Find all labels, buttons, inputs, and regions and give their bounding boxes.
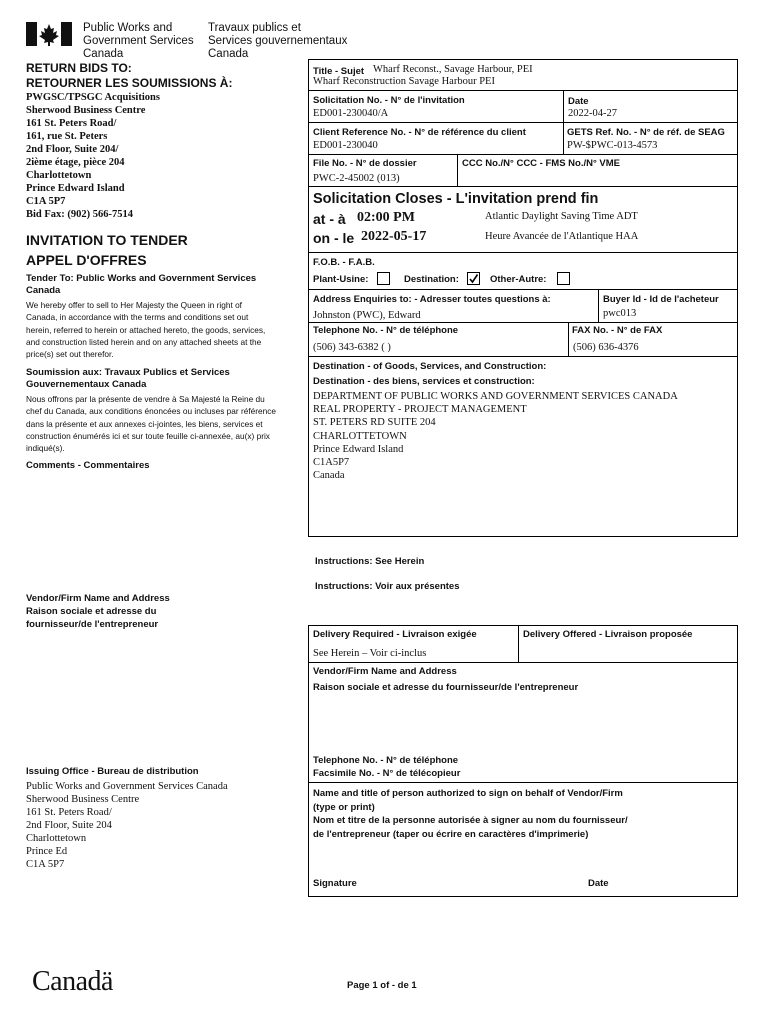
title-value-2: Wharf Reconstruction Savage Harbour PEI bbox=[313, 76, 495, 87]
address-enquiries-value: Johnston (PWC), Edward bbox=[313, 310, 421, 321]
ccc-no-label: CCC No./N° CCC - FMS No./N° VME bbox=[462, 158, 621, 169]
issuing-office-address: Public Works and Government Services Canada Sherwood Business Centre 161 St. Peters Road/ 2nd Floor, Suite 204 Charlottetown Prince Ed C1A 5P7 bbox=[26, 781, 228, 870]
destination-address: DEPARTMENT OF PUBLIC WORKS AND GOVERNMENT SERVICES CANADA REAL PROPERTY - PROJECT MANAGEMENT ST. PETERS RD SUITE 204 CHARLOTTETOWN Prince Edward Island C1A5P7 Canada bbox=[313, 391, 678, 482]
gets-ref-value: PW-$PWC-013-4573 bbox=[567, 140, 658, 151]
other-autre-label: Other-Autre: bbox=[490, 274, 547, 285]
client-ref-label: Client Reference No. - N° de référence du client bbox=[313, 127, 526, 138]
closing-date-value: 2022-05-17 bbox=[361, 229, 427, 244]
address-enquiries-label: Address Enquiries to: - Adresser toutes questions à: bbox=[313, 294, 551, 305]
issuing-office-label: Issuing Office - Bureau de distribution bbox=[26, 766, 199, 777]
department-name-fr: Travaux publics et Services gouvernementaux Canada bbox=[208, 22, 348, 60]
vendor-telephone-label: Telephone No. - N° de téléphone bbox=[313, 755, 459, 766]
fax-label: FAX No. - N° de FAX bbox=[572, 325, 663, 336]
solicitation-closes-heading: Solicitation Closes - L'invitation prend fin bbox=[313, 191, 599, 207]
title-label: Title - Sujet bbox=[313, 66, 365, 77]
file-no-label: File No. - N° de dossier bbox=[313, 158, 417, 169]
buyer-id-value: pwc013 bbox=[603, 308, 637, 319]
on-label: on - le bbox=[313, 230, 355, 246]
timezone-fr: Heure Avancée de l'Atlantique HAA bbox=[485, 231, 639, 242]
other-autre-checkbox[interactable] bbox=[557, 272, 570, 285]
soumission-heading: Soumission aux: Travaux Publics et Services Gouvernementaux Canada bbox=[26, 367, 230, 390]
delivery-offered-label: Delivery Offered - Livraison proposée bbox=[523, 629, 693, 640]
invitation-title-fr: APPEL D'OFFRES bbox=[26, 252, 147, 268]
vendor-name-address-field[interactable] bbox=[312, 696, 734, 754]
timezone-en: Atlantic Daylight Saving Time ADT bbox=[485, 211, 638, 222]
plant-usine-checkbox[interactable] bbox=[377, 272, 390, 285]
vendor-facsimile-label: Facsimile No. - N° de télécopieur bbox=[313, 768, 461, 779]
date-label: Date bbox=[568, 96, 589, 107]
solicitation-no-label: Solicitation No. - N° de l'invitation bbox=[313, 95, 465, 106]
destination-goods-label: Destination - of Goods, Services, and Construction: bbox=[313, 361, 547, 372]
return-bids-heading: RETURN BIDS TO: RETOURNER LES SOUMISSIONS À: bbox=[26, 61, 233, 90]
solicitation-no-value: ED001-230040/A bbox=[313, 108, 389, 119]
return-bids-address: PWGSC/TPSGC Acquisitions Sherwood Business Centre 161 St. Peters Road/ 161, rue St. Peters 2nd Floor, Suite 204/ 2ième étage, pièce 204 Charlottetown Prince Edward Island C1A 5P7 Bid Fax: (902) 566-7514 bbox=[26, 92, 160, 220]
instructions-en: Instructions: See Herein bbox=[315, 556, 425, 567]
canada-wordmark: Canadä bbox=[32, 966, 113, 997]
gets-ref-label: GETS Ref. No. - N° de réf. de SEAG bbox=[567, 127, 725, 138]
soumission-body: Nous offrons par la présente de vendre à Sa Majesté la Reine du chef du Canada, aux conditions énoncées ou incluses par référence dans la présente et aux annexes ci-jointes, les biens, services et construction énumérés ici et sur toute feuille ci-annexée, au(x) prix indiqué(s). bbox=[26, 394, 276, 454]
department-name-en: Public Works and Government Services Canada bbox=[83, 22, 194, 60]
fax-value: (506) 636-4376 bbox=[573, 342, 639, 353]
canada-flag-icon bbox=[26, 22, 72, 46]
vendor-name-address-label-fr: Raison sociale et adresse du fournisseur/de l'entrepreneur bbox=[313, 682, 579, 693]
invitation-title-en: INVITATION TO TENDER bbox=[26, 232, 188, 248]
destination-checkbox[interactable] bbox=[467, 272, 480, 285]
at-label: at - à bbox=[313, 211, 346, 227]
date-value: 2022-04-27 bbox=[568, 108, 617, 119]
fob-label: F.O.B. - F.A.B. bbox=[313, 257, 375, 268]
comments-label: Comments - Commentaires bbox=[26, 460, 150, 471]
plant-usine-label: Plant-Usine: bbox=[313, 274, 369, 285]
telephone-value: (506) 343-6382 ( ) bbox=[313, 342, 391, 353]
authorized-person-label: Name and title of person authorized to sign on behalf of Vendor/Firm (type or print) Nom et titre de la personne autorisée à signer au nom du fournisseur/ de l'entrepreneur (taper ou écrire en caractères d'imprimerie) bbox=[313, 788, 628, 840]
telephone-label: Telephone No. - N° de téléphone bbox=[313, 325, 459, 336]
page-number: Page 1 of - de 1 bbox=[347, 980, 417, 991]
buyer-id-label: Buyer Id - Id de l'acheteur bbox=[603, 294, 719, 305]
closing-time-value: 02:00 PM bbox=[357, 210, 415, 225]
delivery-required-value: See Herein – Voir ci-inclus bbox=[313, 648, 427, 659]
file-no-value: PWC-2-45002 (013) bbox=[313, 173, 400, 184]
destination-goods-label-fr: Destination - des biens, services et construction: bbox=[313, 376, 535, 387]
delivery-required-label: Delivery Required - Livraison exigée bbox=[313, 629, 477, 640]
signature-label: Signature bbox=[313, 878, 357, 889]
destination-label: Destination: bbox=[404, 274, 459, 285]
instructions-fr: Instructions: Voir aux présentes bbox=[315, 581, 460, 592]
tender-to-body: We hereby offer to sell to Her Majesty the Queen in right of Canada, in accordance with the terms and conditions set out herein, referred to herein or attached hereto, the goods, services, and construction listed herein and on any attached sheets at the price(s) set out therefor. bbox=[26, 300, 266, 360]
vendor-firm-label-left: Vendor/Firm Name and Address Raison sociale et adresse du fournisseur/de l'entrepreneur bbox=[26, 593, 170, 630]
checkmark-icon bbox=[468, 273, 479, 284]
vendor-name-address-label: Vendor/Firm Name and Address bbox=[313, 666, 457, 677]
title-value: Wharf Reconst., Savage Harbour, PEI bbox=[373, 64, 533, 75]
signature-date-label: Date bbox=[588, 878, 609, 889]
tender-to-heading: Tender To: Public Works and Government Services Canada bbox=[26, 273, 257, 296]
client-ref-value: ED001-230040 bbox=[313, 140, 378, 151]
authorized-person-field[interactable] bbox=[312, 845, 734, 873]
